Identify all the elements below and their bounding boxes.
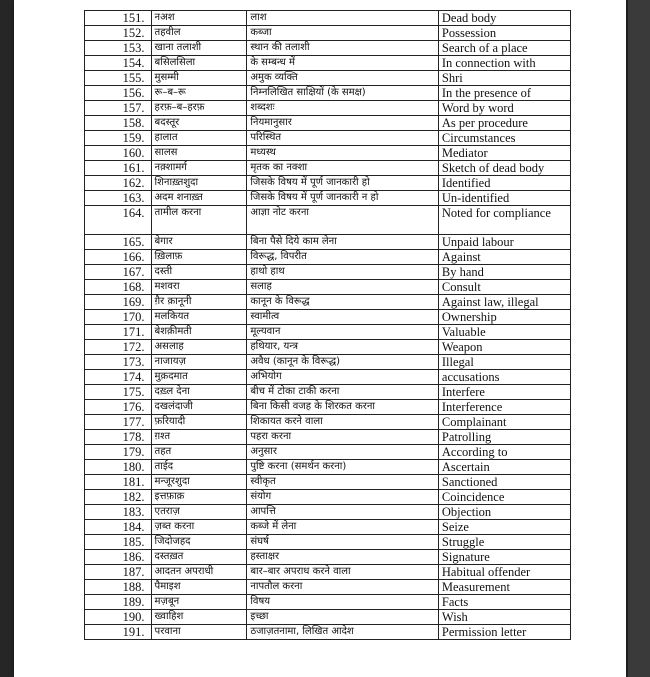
urdu-term: रू–ब–रू (151, 86, 247, 101)
english-meaning: Ascertain (438, 460, 570, 475)
english-meaning: Struggle (438, 535, 570, 550)
table-row (85, 26, 571, 41)
row-number: 152. (85, 26, 152, 41)
english-meaning: In connection with (438, 56, 570, 71)
hindi-meaning: अनुसार (247, 445, 439, 460)
table-row (85, 71, 571, 86)
hindi-meaning: के सम्बन्ध में (247, 56, 439, 71)
table-row (85, 280, 571, 295)
table-row (85, 550, 571, 565)
english-meaning: accusations (438, 370, 570, 385)
urdu-term: इत्तफ़ाक़ (151, 490, 247, 505)
hindi-meaning: बिना पैसे दिये काम लेना (247, 235, 439, 250)
table-row (85, 86, 571, 101)
urdu-term: ख्वाहिश (151, 610, 247, 625)
hindi-meaning: विरूद्ध, विपरीत (247, 250, 439, 265)
hindi-meaning: शब्दशः (247, 101, 439, 116)
table-row (85, 505, 571, 520)
urdu-term: एतराज़ (151, 505, 247, 520)
hindi-meaning: अभियोग (247, 370, 439, 385)
urdu-term: नक़्शामर्ग (151, 161, 247, 176)
urdu-term: मज़बून (151, 595, 247, 610)
urdu-term: ग़ैर क़ानूनी (151, 295, 247, 310)
english-meaning: Objection (438, 505, 570, 520)
english-meaning: Shri (438, 71, 570, 86)
row-number: 168. (85, 280, 152, 295)
table-row (85, 565, 571, 580)
table-row (85, 161, 571, 176)
urdu-term: पैमाइश (151, 580, 247, 595)
table-row (85, 385, 571, 400)
table-row (85, 430, 571, 445)
hindi-meaning: कानून के विरूद्ध (247, 295, 439, 310)
english-meaning: Noted for compliance (438, 206, 570, 235)
table-row (85, 355, 571, 370)
hindi-meaning: कब्जा (247, 26, 439, 41)
table-row (85, 595, 571, 610)
english-meaning: Valuable (438, 325, 570, 340)
urdu-term: जिदोजहद (151, 535, 247, 550)
urdu-term: मन्जूरशुदा (151, 475, 247, 490)
english-meaning: Against law, illegal (438, 295, 570, 310)
urdu-term: शिनाख़्तशुदा (151, 176, 247, 191)
glossary-table (84, 10, 571, 640)
urdu-term: ख़िलाफ़ (151, 250, 247, 265)
table-row (85, 625, 571, 640)
urdu-term: बेशक़ीमती (151, 325, 247, 340)
glossary-body (85, 11, 571, 640)
row-number: 174. (85, 370, 152, 385)
hindi-meaning: सलाह (247, 280, 439, 295)
table-row (85, 191, 571, 206)
urdu-term: मशवरा (151, 280, 247, 295)
row-number: 165. (85, 235, 152, 250)
row-number: 188. (85, 580, 152, 595)
row-number: 162. (85, 176, 152, 191)
row-number: 159. (85, 131, 152, 146)
urdu-term: नअश (151, 11, 247, 26)
urdu-term: बदस्तूर (151, 116, 247, 131)
hindi-meaning: मूल्यवान (247, 325, 439, 340)
document-page (14, 0, 626, 677)
urdu-term: बेगार (151, 235, 247, 250)
row-number: 171. (85, 325, 152, 340)
table-row (85, 490, 571, 505)
english-meaning: Seize (438, 520, 570, 535)
row-number: 154. (85, 56, 152, 71)
row-number: 184. (85, 520, 152, 535)
table-row (85, 265, 571, 280)
english-meaning: According to (438, 445, 570, 460)
row-number: 158. (85, 116, 152, 131)
hindi-meaning: आज्ञा नोट करना (247, 206, 439, 235)
english-meaning: By hand (438, 265, 570, 280)
urdu-term: तहवील (151, 26, 247, 41)
hindi-meaning: नियमानुसार (247, 116, 439, 131)
english-meaning: Patrolling (438, 430, 570, 445)
row-number: 172. (85, 340, 152, 355)
english-meaning: Possession (438, 26, 570, 41)
table-row (85, 445, 571, 460)
english-meaning: Permission letter (438, 625, 570, 640)
english-meaning: Dead body (438, 11, 570, 26)
english-meaning: Sketch of dead body (438, 161, 570, 176)
urdu-term: तामील करना (151, 206, 247, 235)
table-row (85, 56, 571, 71)
english-meaning: Circumstances (438, 131, 570, 146)
row-number: 163. (85, 191, 152, 206)
urdu-term: परवाना (151, 625, 247, 640)
english-meaning: Wish (438, 610, 570, 625)
urdu-term: दस्ती (151, 265, 247, 280)
table-row (85, 176, 571, 191)
hindi-meaning: मध्यस्थ (247, 146, 439, 161)
english-meaning: Signature (438, 550, 570, 565)
hindi-meaning: बीच में टोका टाकी करना (247, 385, 439, 400)
urdu-term: दस्तख़त (151, 550, 247, 565)
english-meaning: Search of a place (438, 41, 570, 56)
english-meaning: Against (438, 250, 570, 265)
row-number: 153. (85, 41, 152, 56)
table-row (85, 340, 571, 355)
english-meaning: Mediator (438, 146, 570, 161)
hindi-meaning: अमुक व्यक्ति (247, 71, 439, 86)
row-number: 191. (85, 625, 152, 640)
english-meaning: Interference (438, 400, 570, 415)
hindi-meaning: परिस्थित (247, 131, 439, 146)
urdu-term: अदम शनाख़्त (151, 191, 247, 206)
row-number: 181. (85, 475, 152, 490)
urdu-term: मुक़दमात (151, 370, 247, 385)
urdu-term: तहत (151, 445, 247, 460)
row-number: 169. (85, 295, 152, 310)
urdu-term: मलकियत (151, 310, 247, 325)
table-row (85, 475, 571, 490)
row-number: 161. (85, 161, 152, 176)
english-meaning: In the presence of (438, 86, 570, 101)
row-number: 180. (85, 460, 152, 475)
urdu-term: आदतन अपराधी (151, 565, 247, 580)
urdu-term: नाजायज़ (151, 355, 247, 370)
table-row (85, 295, 571, 310)
table-row (85, 520, 571, 535)
hindi-meaning: हाथो हाथ (247, 265, 439, 280)
hindi-meaning: शिकायत करने वाला (247, 415, 439, 430)
table-row (85, 400, 571, 415)
row-number: 176. (85, 400, 152, 415)
hindi-meaning: अवैध (कानून के विरूद्ध) (247, 355, 439, 370)
hindi-meaning: जिसके विषय में पूर्ण जानकारी न हो (247, 191, 439, 206)
row-number: 156. (85, 86, 152, 101)
row-number: 178. (85, 430, 152, 445)
hindi-meaning: स्वामीत्व (247, 310, 439, 325)
english-meaning: Sanctioned (438, 475, 570, 490)
row-number: 166. (85, 250, 152, 265)
urdu-term: बसिलसिला (151, 56, 247, 71)
urdu-term: सालस (151, 146, 247, 161)
row-number: 164. (85, 206, 152, 235)
hindi-meaning: कब्जे में लेना (247, 520, 439, 535)
row-number: 151. (85, 11, 152, 26)
english-meaning: Coincidence (438, 490, 570, 505)
table-row (85, 310, 571, 325)
row-number: 179. (85, 445, 152, 460)
table-row (85, 250, 571, 265)
hindi-meaning: पुष्टि करना (समर्थन करना) (247, 460, 439, 475)
hindi-meaning: स्थान की तलाशी (247, 41, 439, 56)
english-meaning: Complainant (438, 415, 570, 430)
hindi-meaning: संयोग (247, 490, 439, 505)
hindi-meaning: पहरा करना (247, 430, 439, 445)
hindi-meaning: मृतक का नक्शा (247, 161, 439, 176)
urdu-term: फ़रियादी (151, 415, 247, 430)
hindi-meaning: ठजाज़तनामा, लिखित आदेश (247, 625, 439, 640)
urdu-term: हरफ़–ब–हरफ़ (151, 101, 247, 116)
urdu-term: ज़ब्त करना (151, 520, 247, 535)
table-row (85, 610, 571, 625)
row-number: 185. (85, 535, 152, 550)
english-meaning: As per procedure (438, 116, 570, 131)
table-row (85, 206, 571, 235)
hindi-meaning: हस्ताक्षर (247, 550, 439, 565)
urdu-term: ग़श्त (151, 430, 247, 445)
urdu-term: मुसम्मी (151, 71, 247, 86)
table-row (85, 535, 571, 550)
hindi-meaning: बिना किसी वजह के शिरकत करना (247, 400, 439, 415)
urdu-term: हालात (151, 131, 247, 146)
row-number: 187. (85, 565, 152, 580)
hindi-meaning: जिसके विषय में पूर्ण जानकारी हो (247, 176, 439, 191)
row-number: 183. (85, 505, 152, 520)
english-meaning: Consult (438, 280, 570, 295)
hindi-meaning: निम्नलिखित साक्षियों (के समक्ष) (247, 86, 439, 101)
english-meaning: Measurement (438, 580, 570, 595)
hindi-meaning: विषय (247, 595, 439, 610)
urdu-term: दख़्ल देना (151, 385, 247, 400)
table-row (85, 460, 571, 475)
table-row (85, 580, 571, 595)
urdu-term: दखलंदाजी (151, 400, 247, 415)
hindi-meaning: हथियार, यन्त्र (247, 340, 439, 355)
english-meaning: Weapon (438, 340, 570, 355)
hindi-meaning: लाश (247, 11, 439, 26)
hindi-meaning: नापतौल करना (247, 580, 439, 595)
hindi-meaning: स्वीकृत (247, 475, 439, 490)
table-row (85, 101, 571, 116)
english-meaning: Unpaid labour (438, 235, 570, 250)
table-row (85, 41, 571, 56)
table-row (85, 116, 571, 131)
row-number: 182. (85, 490, 152, 505)
row-number: 155. (85, 71, 152, 86)
english-meaning: Facts (438, 595, 570, 610)
row-number: 173. (85, 355, 152, 370)
row-number: 167. (85, 265, 152, 280)
table-row (85, 415, 571, 430)
row-number: 170. (85, 310, 152, 325)
table-row (85, 325, 571, 340)
row-number: 175. (85, 385, 152, 400)
row-number: 157. (85, 101, 152, 116)
urdu-term: असलाह (151, 340, 247, 355)
table-row (85, 131, 571, 146)
row-number: 190. (85, 610, 152, 625)
english-meaning: Illegal (438, 355, 570, 370)
hindi-meaning: इच्छा (247, 610, 439, 625)
urdu-term: खाना तलाशी (151, 41, 247, 56)
hindi-meaning: बार–बार अपराध करने वाला (247, 565, 439, 580)
english-meaning: Identified (438, 176, 570, 191)
english-meaning: Interfere (438, 385, 570, 400)
row-number: 160. (85, 146, 152, 161)
english-meaning: Word by word (438, 101, 570, 116)
row-number: 186. (85, 550, 152, 565)
table-row (85, 235, 571, 250)
table-row (85, 11, 571, 26)
table-row (85, 370, 571, 385)
english-meaning: Habitual offender (438, 565, 570, 580)
english-meaning: Ownership (438, 310, 570, 325)
row-number: 189. (85, 595, 152, 610)
row-number: 177. (85, 415, 152, 430)
table-row (85, 146, 571, 161)
hindi-meaning: आपत्ति (247, 505, 439, 520)
vertical-scrollbar[interactable] (628, 0, 650, 677)
urdu-term: ताईद (151, 460, 247, 475)
english-meaning: Un-identified (438, 191, 570, 206)
hindi-meaning: संघर्ष (247, 535, 439, 550)
